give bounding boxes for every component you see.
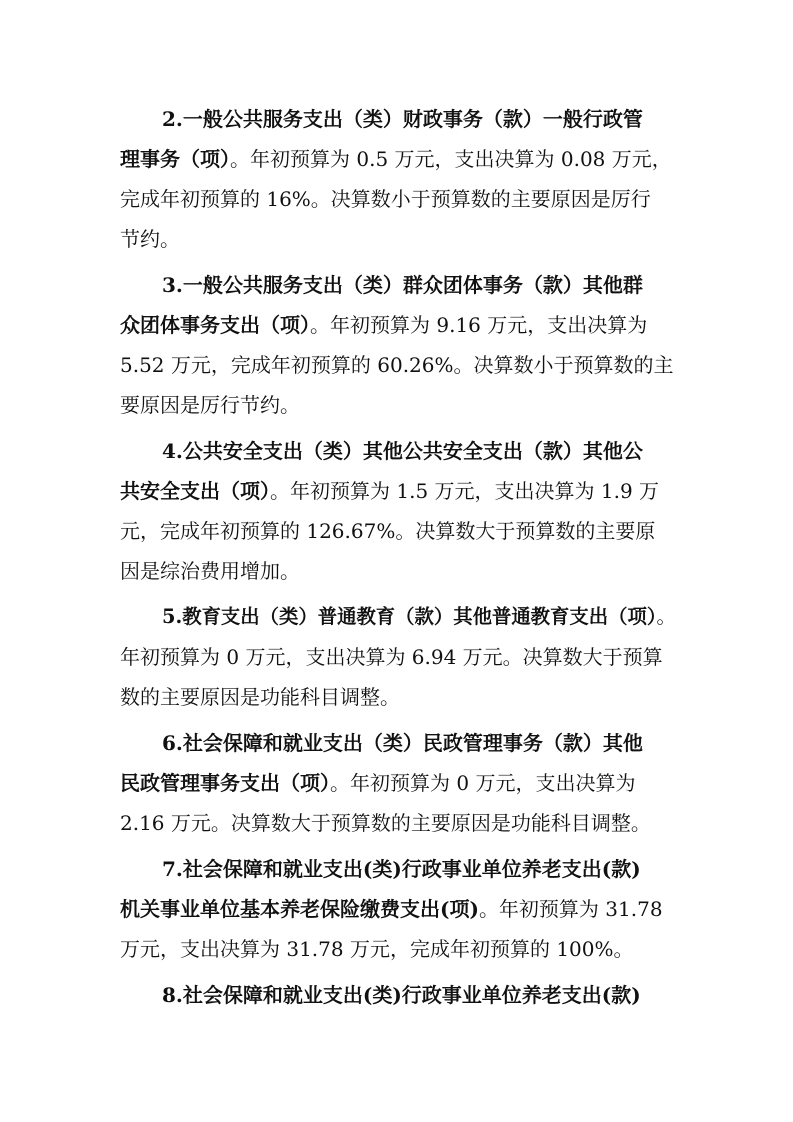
body-text: 。年初预算为 1.5 万元，支出决算为 1.9 万 [270, 479, 660, 503]
bold-heading-text: 2.一般公共服务支出（类）财政事务（款）一般行政管 [162, 107, 643, 131]
body-text: 要原因是厉行节约。 [120, 393, 300, 417]
body-text: 完成年初预算的 16%。决算数小于预算数的主要原因是厉行 [120, 187, 651, 211]
text-line [162, 728, 676, 758]
text-line [120, 476, 676, 506]
body-text: 。年初预算为 0 万元，支出决算为 [330, 771, 636, 795]
body-text: 因是综治费用增加。 [120, 559, 300, 583]
bold-heading-text: 3.一般公共服务支出（类）群众团体事务（款）其他群 [162, 273, 643, 297]
text-line [120, 556, 676, 586]
bold-heading-text: 7.社会保障和就业支出(类)行政事业单位养老支出(款) [162, 857, 641, 881]
body-text: 5.52 万元，完成年初预算的 60.26%。决算数小于预算数的主 [120, 353, 674, 377]
bold-heading-text: 理事务（项） [120, 147, 230, 171]
text-line [162, 854, 676, 884]
text-line [120, 144, 676, 174]
body-text: 2.16 万元。决算数大于预算数的主要原因是功能科目调整。 [120, 811, 651, 835]
text-line [120, 808, 676, 838]
text-line [120, 642, 676, 672]
text-line [120, 310, 676, 340]
body-text: 。年初预算为 31.78 [478, 897, 663, 921]
text-line [120, 682, 676, 712]
text-line [120, 184, 676, 214]
text-line [162, 270, 676, 300]
text-line [162, 104, 676, 134]
bold-heading-text: 6.社会保障和就业支出（类）民政管理事务（款）其他 [162, 731, 643, 755]
body-text: 万元，支出决算为 31.78 万元，完成年初预算的 100%。 [120, 937, 634, 961]
bold-heading-text: 4.公共安全支出（类）其他公共安全支出（款）其他公 [162, 439, 643, 463]
body-text: 。年初预算为 0.5 万元，支出决算为 0.08 万元， [230, 147, 672, 171]
bold-heading-text: 众团体事务支出（项） [120, 313, 310, 337]
text-line [120, 350, 676, 380]
bold-heading-text: 8.社会保障和就业支出(类)行政事业单位养老支出(款) [162, 983, 641, 1007]
body-text: 数的主要原因是功能科目调整。 [120, 685, 400, 709]
text-line [120, 224, 676, 254]
body-text: 元，完成年初预算的 126.67%。决算数大于预算数的主要原 [120, 519, 656, 543]
bold-heading-text: 共安全支出（项） [120, 479, 270, 503]
body-text: 。年初预算为 9.16 万元，支出决算为 [310, 313, 648, 337]
text-line [120, 768, 676, 798]
bold-heading-text: 5.教育支出（类）普通教育（款）其他普通教育支出（项） [162, 605, 657, 628]
bold-heading-text: 机关事业单位基本养老保险缴费支出(项) [120, 897, 479, 921]
text-line [120, 390, 676, 420]
text-line [120, 934, 676, 964]
body-text: 节约。 [120, 227, 180, 251]
bold-heading-text: 民政管理事务支出（项） [120, 771, 330, 795]
text-line [162, 980, 676, 1010]
text-line [120, 894, 676, 924]
body-text: 年初预算为 0 万元，支出决算为 6.94 万元。决算数大于预算 [120, 645, 663, 669]
text-line [162, 436, 676, 466]
text-line [162, 602, 676, 632]
body-text: 。 [656, 605, 676, 628]
text-line [120, 516, 676, 546]
